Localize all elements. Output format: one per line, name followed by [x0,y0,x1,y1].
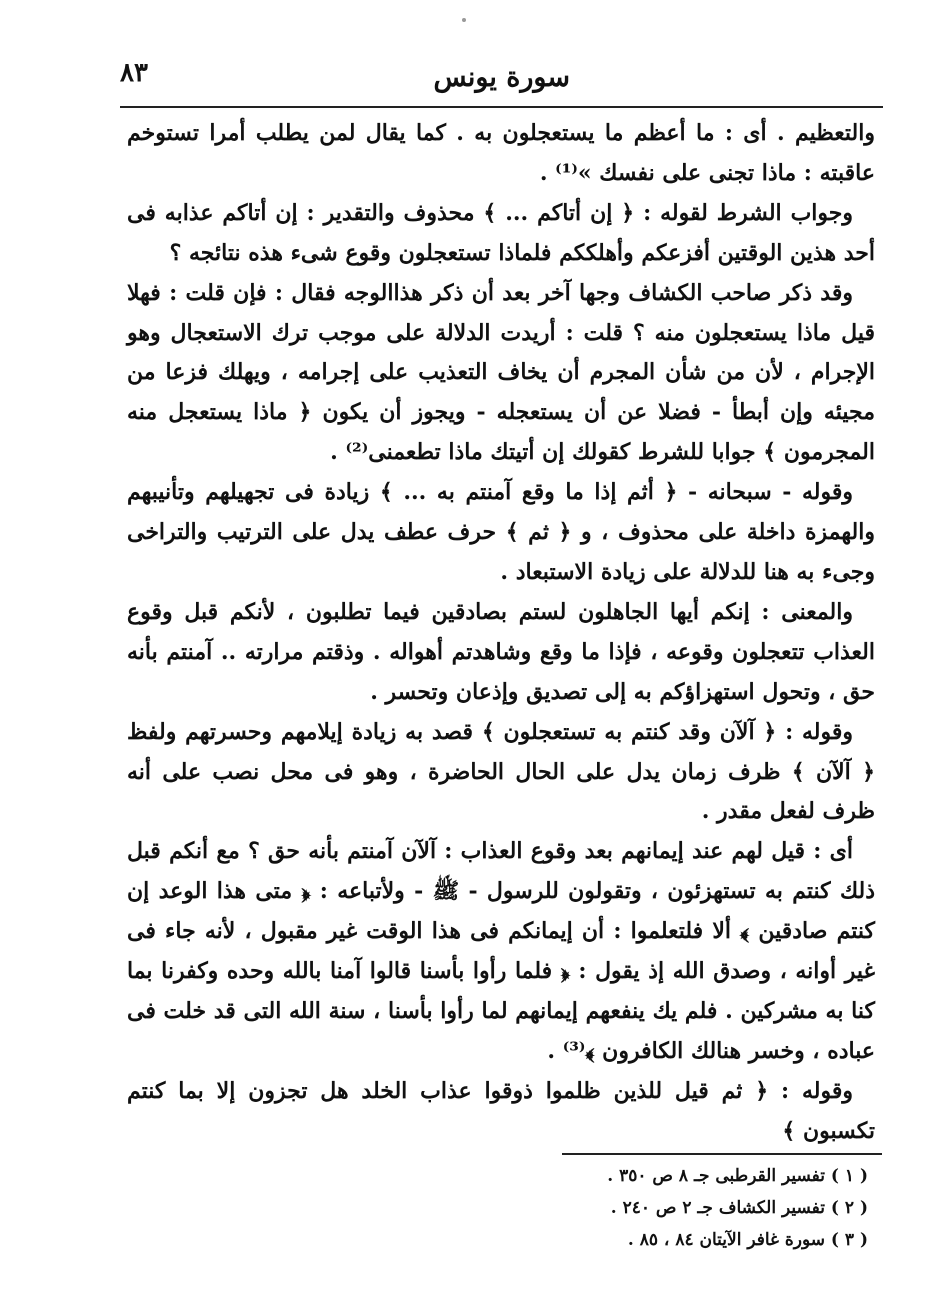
footnote: ( ١ ) تفسير القرطبى جـ ٨ ص ٣٥٠ . [607,1166,868,1186]
paragraph: وجواب الشرط لقوله : ﴿ إن أتاكم ... ﴾ محذوف والتقدير : إن أتاكم عذابه فى أحد هذين الوقتين أفزعكم وأهلككم فلماذا تستعجلون وقوع شىء هذه نتائجه ؟ [127,199,875,266]
page-number: ٨٣ [120,58,148,88]
footnote: ( ٣ ) سورة غافر الآيتان ٨٤ ، ٨٥ . [627,1230,868,1250]
surah-title: سورة يونس [433,62,570,93]
paragraph: وقوله : ﴿ آلآن وقد كنتم به تستعجلون ﴾ قصد به زيادة إيلامهم وحسرتهم ولفظ ﴿ آلآن ﴾ ظرف زمان يدل على الحال الحاضرة ، وهو فى محل نصب على أنه ظرف لفعل مقدر . [127,718,875,825]
footnote: ( ٢ ) تفسير الكشاف جـ ٢ ص ٢٤٠ . [610,1198,868,1218]
paragraph: وقوله : ﴿ ثم قيل للذين ظلموا ذوقوا عذاب الخلد هل تجزون إلا بما كنتم تكسبون ﴾ [127,1077,875,1144]
main-text [127,114,875,1152]
paragraph: أى : قيل لهم عند إيمانهم بعد وقوع العذاب : آلآن آمنتم بأنه حق ؟ مع أنكم قبل ذلك كنتم به تستهزئون ، وتقولون للرسول - ﷺ - ولأتباعه : ﴿ متى هذا الوعد إن كنتم صادقين ﴾ ألا فلتعلموا : أن إيمانكم فى هذا الوقت غير مقبول ، لأنه جاء فى غير أوانه ، وصدق الله إذ يقول : ﴿ فلما رأوا بأسنا قالوا آمنا بالله وحده وكفرنا بما كنا به مشركين . فلم يك ينفعهم إيمانهم لما رأوا بأسنا ، سنة الله التى قد خلت فى عباده ، وخسر هنالك الكافرون ﴾⁽³⁾ . [127,838,875,1064]
paragraph: والمعنى : إنكم أيها الجاهلون لستم بصادقين فيما تطلبون ، لأنكم قبل وقوع العذاب تتعجلون وقوعه ، فإذا ما وقع وشاهدتم أهواله . وذقتم مرارته .. آمنتم بأنه حق ، وتحول استهزاؤكم به إلى تصديق وإذعان وتحسر . [127,598,875,705]
paragraph: وقد ذكر صاحب الكشاف وجها آخر بعد أن ذكر هذاالوجه فقال : فإن قلت : فهلا قيل ماذا يستعجلون منه ؟ قلت : أريدت الدلالة على موجب ترك الاستعجال وهو الإجرام ، لأن من شأن المجرم أن يخاف التعذيب على إجرامه ، ويهلك فزعا من مجيئه وإن أبطأ - فضلا عن أن يستعجله - ويجوز أن يكون ﴿ ماذا يستعجل منه المجرمون ﴾ جوابا للشرط كقولك إن أتيتك ماذا تطعمنى⁽²⁾ . [127,279,875,466]
page-header [120,56,880,96]
scan-mark [462,18,466,22]
footnotes [538,1160,868,1256]
header-rule [120,106,883,108]
paragraph: والتعظيم . أى : ما أعظم ما يستعجلون به . كما يقال لمن يطلب أمرا تستوخم عاقبته : ماذا تجنى على نفسك »⁽¹⁾ . [127,120,875,186]
footnote-rule [562,1153,882,1155]
paragraph: وقوله - سبحانه - ﴿ أثم إذا ما وقع آمنتم به ... ﴾ زيادة فى تجهيلهم وتأنيبهم والهمزة داخلة على محذوف ، و ﴿ ثم ﴾ حرف عطف يدل على الترتيب والتراخى وجىء به هنا للدلالة على زيادة الاستبعاد . [127,479,875,585]
